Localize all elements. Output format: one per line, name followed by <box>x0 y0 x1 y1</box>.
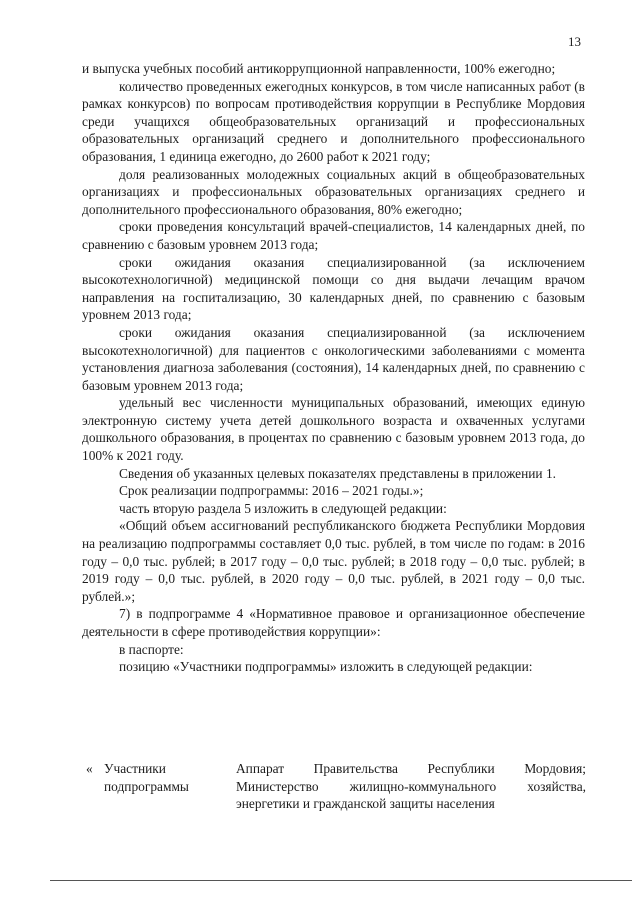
paragraph: Срок реализации подпрограммы: 2016 – 2021 годы.»; <box>119 483 424 499</box>
paragraph: «Общий объем ассигнований республиканского бюджета Республики Мордовия на реализацию подпрограммы составляет 0,0 тыс. рублей, в том числе по годам: в 2016 году – 0,0 тыс. рублей; в 2017 году – 0,0 тыс. рублей; в 2018 году – 0,0 тыс. рублей; в 2019 году – 0,0 тыс. рублей, в 2020 году – 0,0 тыс. рублей, в 2021 году – 0,0 тыс. рублей.»; <box>82 518 585 604</box>
paragraph: сроки ожидания оказания специализированной (за исключением высокотехнологичной) медицинской помощи со дня выдачи лечащим врачом направления на госпитализацию, 30 календарных дней, по сравнению с базовым уровнем 2013 года; <box>82 254 585 323</box>
participants-value: Аппарат Правительства Республики Мордовия; Министерство жилищно-коммунального хозяйства, энергетики и гражданской защиты населения <box>236 761 586 812</box>
document-body <box>82 60 585 676</box>
paragraph: количество проведенных ежегодных конкурсов, в том числе написанных работ (в рамках конкурсов) по вопросам противодействия коррупции в Республике Мордовия среди учащихся общеобразовательных организаций и профессиональных образовательных организаций среднего и дополнительного профессионального образования, 1 единица ежегодно, до 2600 работ к 2021 году; <box>82 78 585 164</box>
scan-bottom-edge <box>50 880 632 881</box>
passport-table <box>86 760 586 813</box>
paragraph: удельный вес численности муниципальных образований, имеющих единую электронную систему учета детей дошкольного возраста и охваченных услугами дошкольного образования, в процентах по сравнению с базовым уровнем 2013 года, до 100% к 2021 году. <box>82 395 585 464</box>
paragraph: позицию «Участники подпрограммы» изложить в следующей редакции: <box>119 659 533 675</box>
paragraph: часть вторую раздела 5 изложить в следующей редакции: <box>119 500 447 516</box>
table-row <box>86 760 586 813</box>
table-left-cell <box>86 760 236 813</box>
paragraph: доля реализованных молодежных социальных акций в общеобразовательных организациях и профессиональных образовательных организациях среднего и дополнительного профессионального образования, 80% ежегодно; <box>82 166 585 217</box>
page-number: 13 <box>568 34 581 49</box>
paragraph: сроки ожидания оказания специализированной (за исключением высокотехнологичной) для пациентов с онкологическими заболеваниями с момента установления диагноза заболевания (состояния), 14 календарных дней, по сравнению с базовым уровнем 2013 года; <box>82 324 585 393</box>
participants-label: Участники подпрограммы <box>104 761 189 794</box>
paragraph: и выпуска учебных пособий антикоррупционной направленности, 100% ежегодно; <box>82 61 556 76</box>
opening-quote: « <box>86 761 93 776</box>
paragraph: в паспорте: <box>119 641 184 657</box>
paragraph: Сведения об указанных целевых показателях представлены в приложении 1. <box>119 465 556 481</box>
paragraph: 7) в подпрограмме 4 «Нормативное правовое и организационное обеспечение деятельности в сфере противодействия коррупции»: <box>82 606 585 639</box>
paragraph: сроки проведения консультаций врачей-специалистов, 14 календарных дней, по сравнению с базовым уровнем 2013 года; <box>82 219 585 252</box>
